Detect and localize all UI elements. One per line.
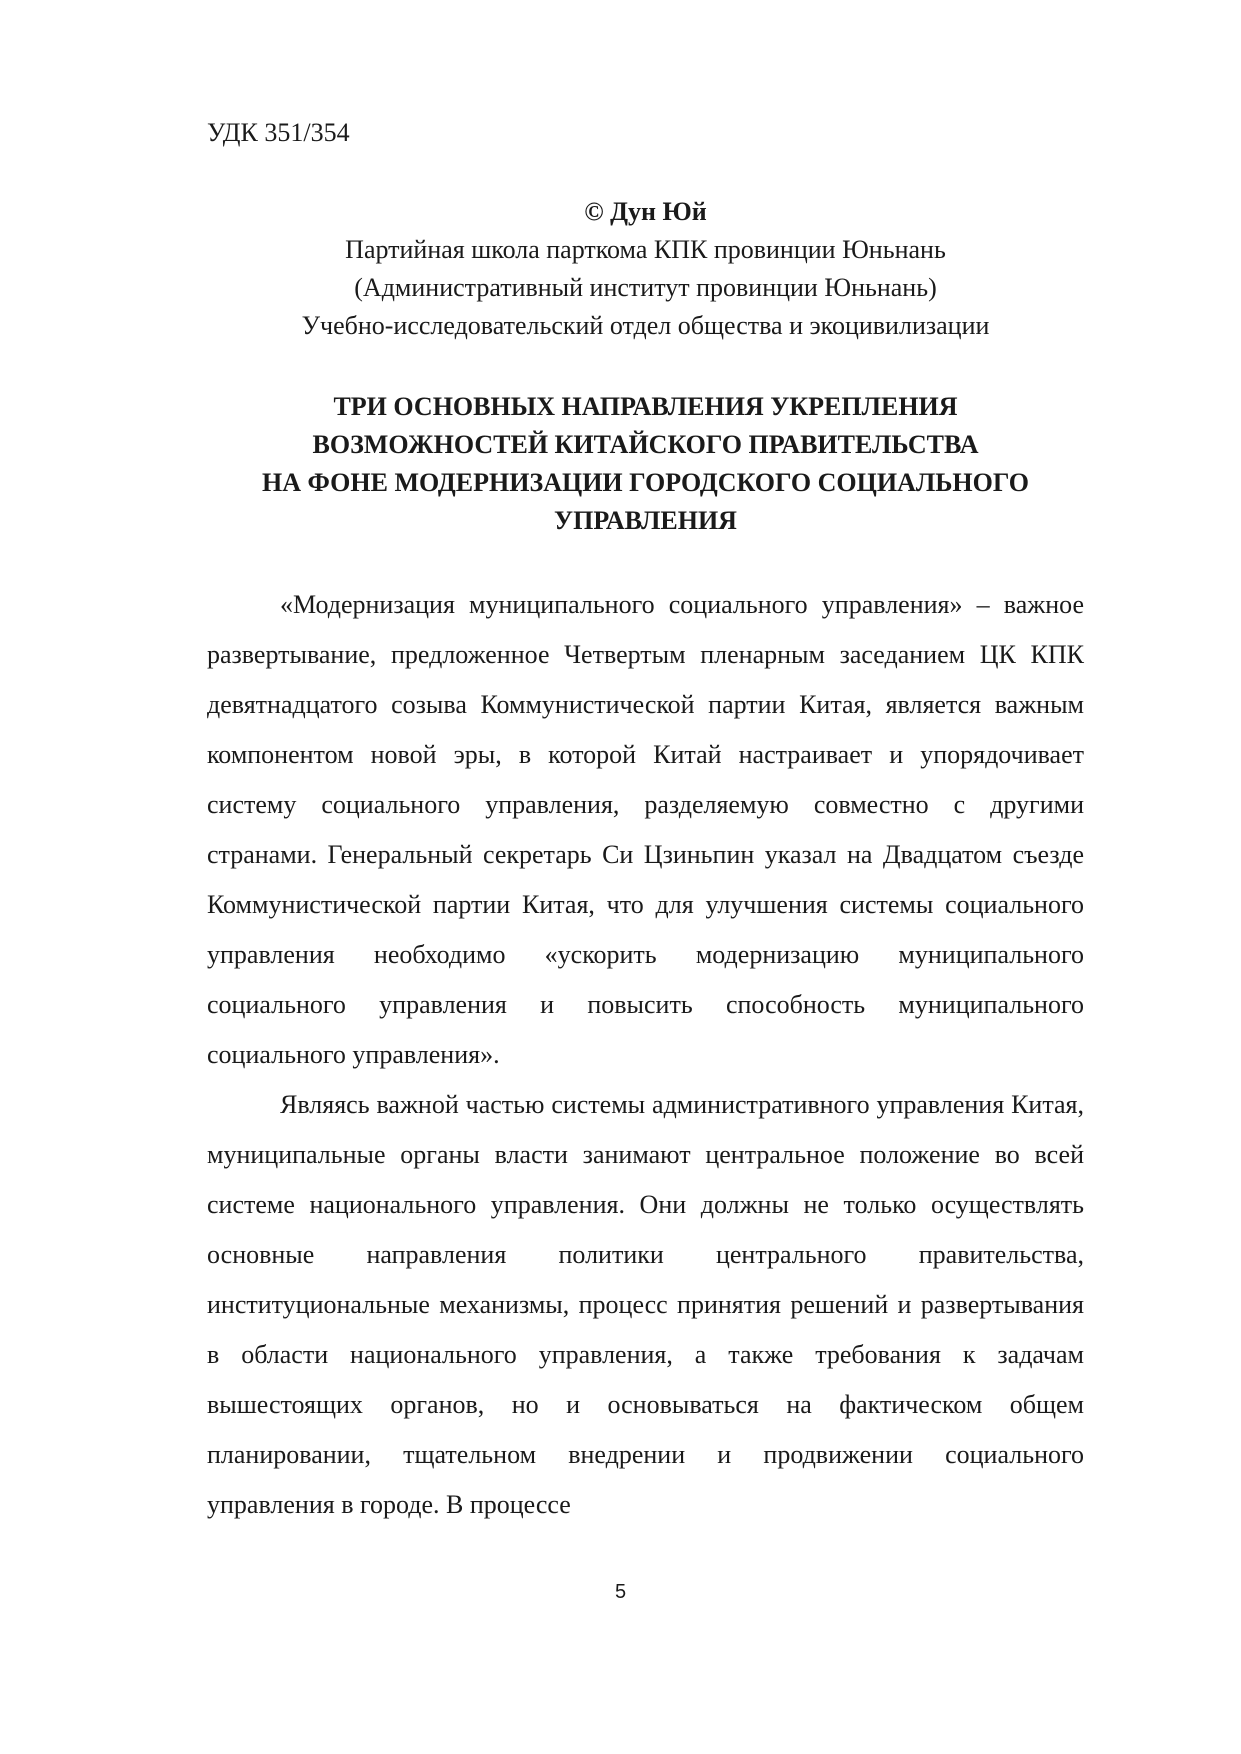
body-paragraph: «Модернизация муниципального социального управления» – важное развертывание, предложенное Четвертым пленарным заседанием ЦК КПК девятнадцатого созыва Коммунистической партии Китая, является важным компонентом новой эры, в которой Китай настраивает и упорядочивает систему социального управления, разделяемую совместно с другими странами. Генеральный секретарь Си Цзиньпин указал на Двадцатом съезде Коммунистической партии Китая, что для улучшения системы социального управления необходимо «ускорить модернизацию муниципального социального управления и повысить способность муниципального социального управления». <box>207 590 1084 1069</box>
article-body <box>207 580 1084 1530</box>
affiliation-line: Учебно-исследовательский отдел общества и экоцивилизации <box>301 311 990 340</box>
article-title <box>207 388 1084 540</box>
body-paragraph: Являясь важной частью системы административного управления Китая, муниципальные органы власти занимают центральное положение во всей системе национального управления. Они должны не только осуществлять основные направления политики центрального правительства, институциональные механизмы, процесс принятия решений и развертывания в области национального управления, а также требования к задачам вышестоящих органов, но и основываться на фактическом общем планировании, тщательном внедрении и продвижении социального управления в городе. В процессе <box>207 1090 1084 1519</box>
affiliation-line: Партийная школа парткома КПК провинции Юньнань <box>345 235 946 264</box>
author-name: © Дун Юй <box>584 197 707 226</box>
title-line: ТРИ ОСНОВНЫХ НАПРАВЛЕНИЯ УКРЕПЛЕНИЯ <box>333 392 958 421</box>
title-line: ВОЗМОЖНОСТЕЙ КИТАЙСКОГО ПРАВИТЕЛЬСТВА <box>312 430 979 459</box>
author-block <box>207 193 1084 345</box>
title-line: УПРАВЛЕНИЯ <box>554 506 737 535</box>
udc-code: УДК 351/354 <box>207 118 350 147</box>
page-number: 5 <box>614 1581 627 1603</box>
affiliation-line: (Административный институт провинции Юньнань) <box>354 273 937 302</box>
title-line: НА ФОНЕ МОДЕРНИЗАЦИИ ГОРОДСКОГО СОЦИАЛЬНОГО <box>262 468 1029 497</box>
